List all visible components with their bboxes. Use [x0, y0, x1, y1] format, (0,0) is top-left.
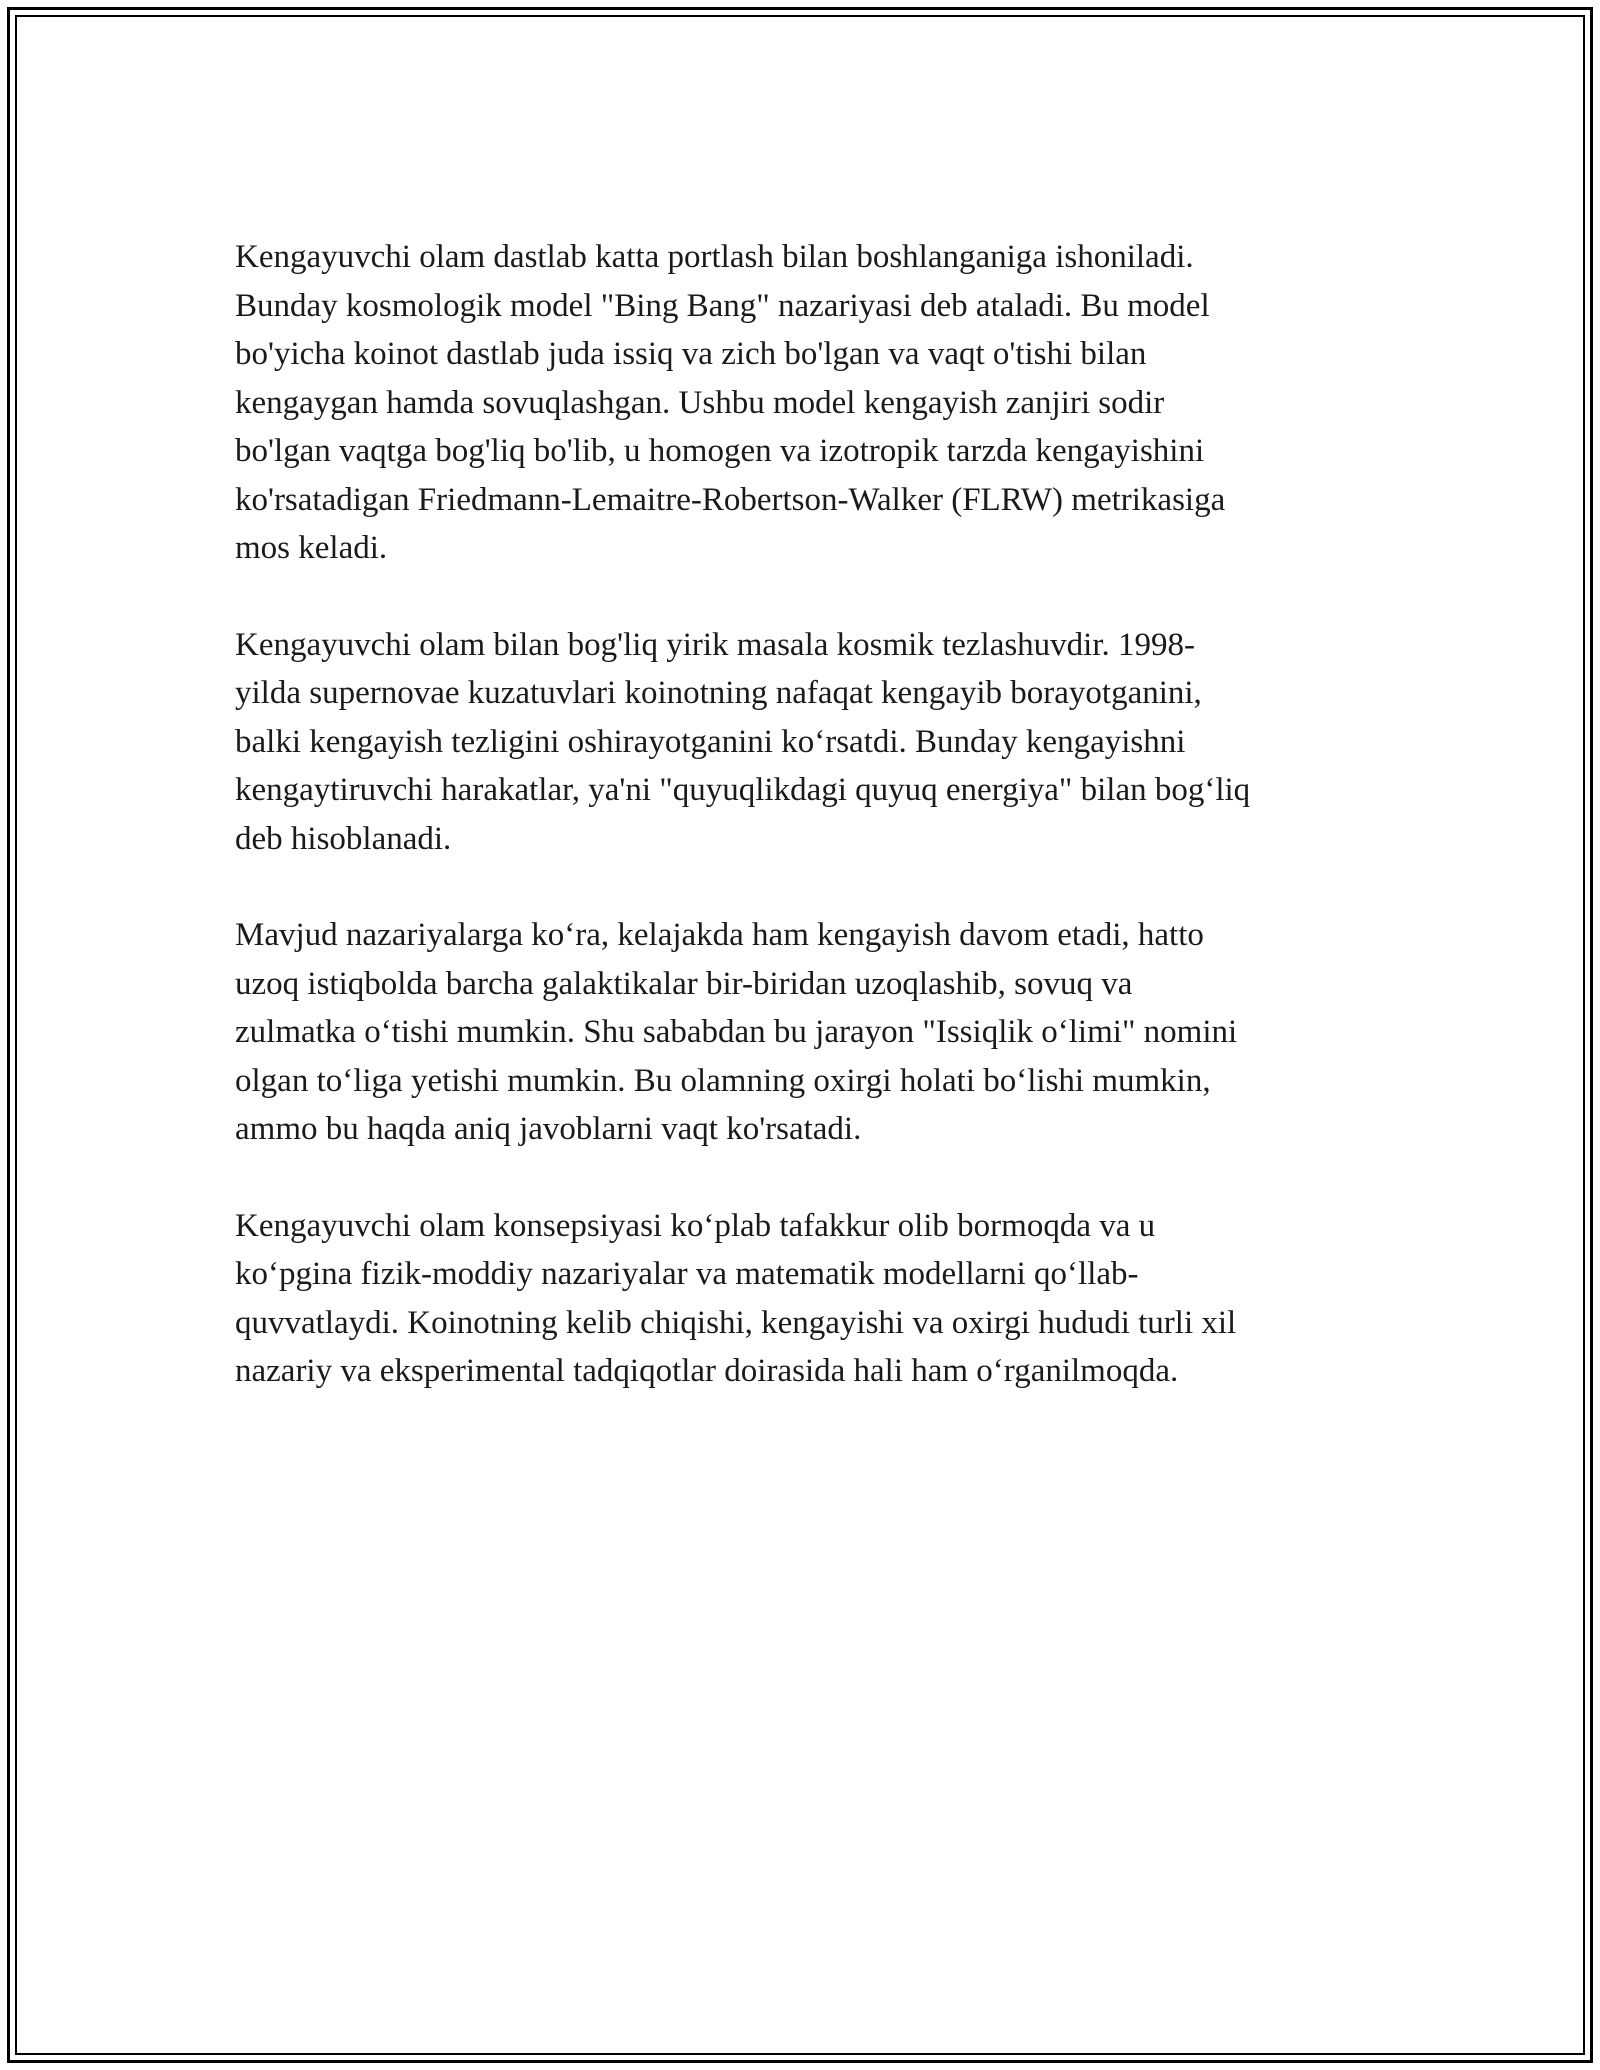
paragraph-3: [235, 911, 1395, 1154]
paragraph-line: bo'yicha koinot dastlab juda issiq va zich bo'lgan va vaqt o'tishi bilan: [235, 336, 1147, 372]
paragraph-line: mos keladi.: [235, 530, 388, 566]
paragraph-line: kengaytiruvchi harakatlar, ya'ni "quyuqlikdagi quyuq energiya" bilan bogʻliq: [235, 772, 1251, 808]
document-body: [235, 233, 1395, 1444]
paragraph-line: Bunday kosmologik model "Bing Bang" nazariyasi deb ataladi. Bu model: [235, 287, 1210, 324]
paragraph-line: Mavjud nazariyalarga koʻra, kelajakda ham kengayish davom etadi, hatto: [235, 917, 1204, 953]
paragraph-line: nazariy va eksperimental tadqiqotlar doirasida hali ham oʻrganilmoqda.: [235, 1353, 1179, 1389]
paragraph-line: Kengayuvchi olam bilan bog'liq yirik masala kosmik tezlashuvdir. 1998-: [235, 626, 1196, 663]
paragraph-line: kengaygan hamda sovuqlashgan. Ushbu model kengayish zanjiri sodir: [235, 384, 1165, 421]
paragraph-line: balki kengayish tezligini oshirayotganini koʻrsatdi. Bunday kengayishni: [235, 723, 1186, 760]
paragraph-line: Kengayuvchi olam dastlab katta portlash bilan boshlanganiga ishoniladi.: [235, 239, 1194, 275]
paragraph-line: yilda supernovae kuzatuvlari koinotning nafaqat kengayib borayotganini,: [235, 675, 1202, 711]
paragraph-4: [235, 1202, 1395, 1396]
paragraph-line: koʻpgina fizik-moddiy nazariyalar va matematik modellarni qoʻllab-: [235, 1256, 1139, 1292]
paragraph-line: bo'lgan vaqtga bog'liq bo'lib, u homogen va izotropik tarzda kengayishini: [235, 433, 1205, 469]
paragraph-line: uzoq istiqbolda barcha galaktikalar bir-biridan uzoqlashib, sovuq va: [235, 965, 1133, 1002]
paragraph-line: ammo bu haqda aniq javoblarni vaqt ko'rsatadi.: [235, 1111, 862, 1147]
paragraph-line: olgan toʻliga yetishi mumkin. Bu olamning oxirgi holati boʻlishi mumkin,: [235, 1062, 1211, 1099]
paragraph-line: zulmatka oʻtishi mumkin. Shu sababdan bu jarayon "Issiqlik oʻlimi" nomini: [235, 1014, 1238, 1050]
paragraph-line: ko'rsatadigan Friedmann-Lemaitre-Robertson-Walker (FLRW) metrikasiga: [235, 481, 1226, 518]
paragraph-line: deb hisoblanadi.: [235, 820, 452, 857]
paragraph-1: [235, 233, 1395, 573]
paragraph-line: Kengayuvchi olam konsepsiyasi koʻplab tafakkur olib bormoqda va u: [235, 1207, 1156, 1244]
paragraph-2: [235, 621, 1395, 864]
paragraph-line: quvvatlaydi. Koinotning kelib chiqishi, kengayishi va oxirgi hududi turli xil: [235, 1304, 1237, 1341]
